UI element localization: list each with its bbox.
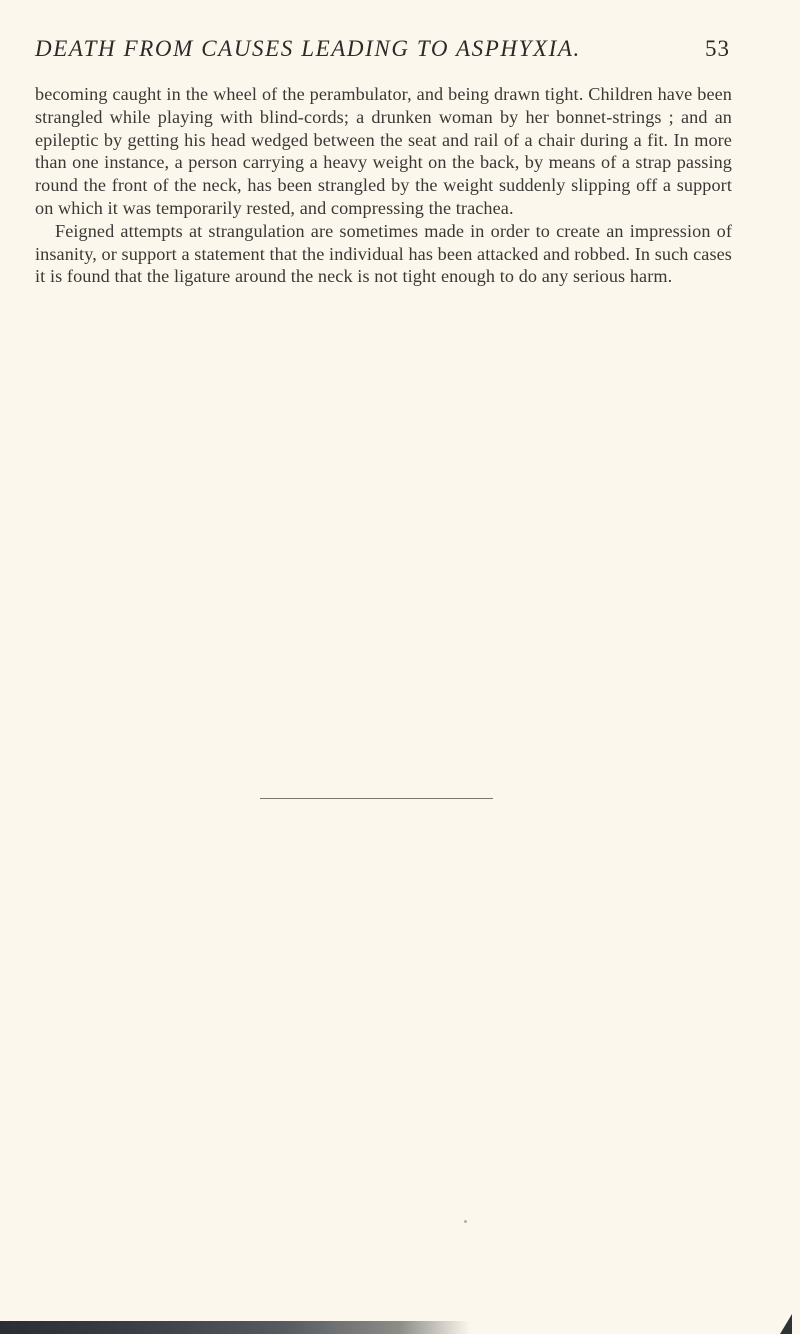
scan-edge [0, 1321, 470, 1334]
running-title: DEATH FROM CAUSES LEADING TO ASPHYXIA. [35, 36, 581, 61]
body-text [35, 83, 732, 288]
paper-speck [464, 1220, 467, 1223]
paragraph-1: becoming caught in the wheel of the perambulator, and being drawn tight. Children have been strangled while playing with blind-cords; a drunken woman by her bonnet-strings ; and an epileptic by getting his head wedged between the seat and rail of a chair during a fit. In more than one instance, a person carrying a heavy weight on the back, by means of a strap passing round the front of the neck, has been strangled by the weight suddenly slipping off a support on which it was temporarily rested, and compressing the trachea. [35, 84, 732, 218]
page-number: 53 [705, 36, 730, 61]
closing-rule [260, 798, 493, 799]
running-header [35, 33, 730, 65]
corner-mark [780, 1314, 792, 1334]
paragraph-2: Feigned attempts at strangulation are sometimes made in order to create an impression of insanity, or support a statement that the individual has been attacked and robbed. In such cases it is found that the ligature around the neck is not tight enough to do any serious harm. [35, 220, 732, 287]
